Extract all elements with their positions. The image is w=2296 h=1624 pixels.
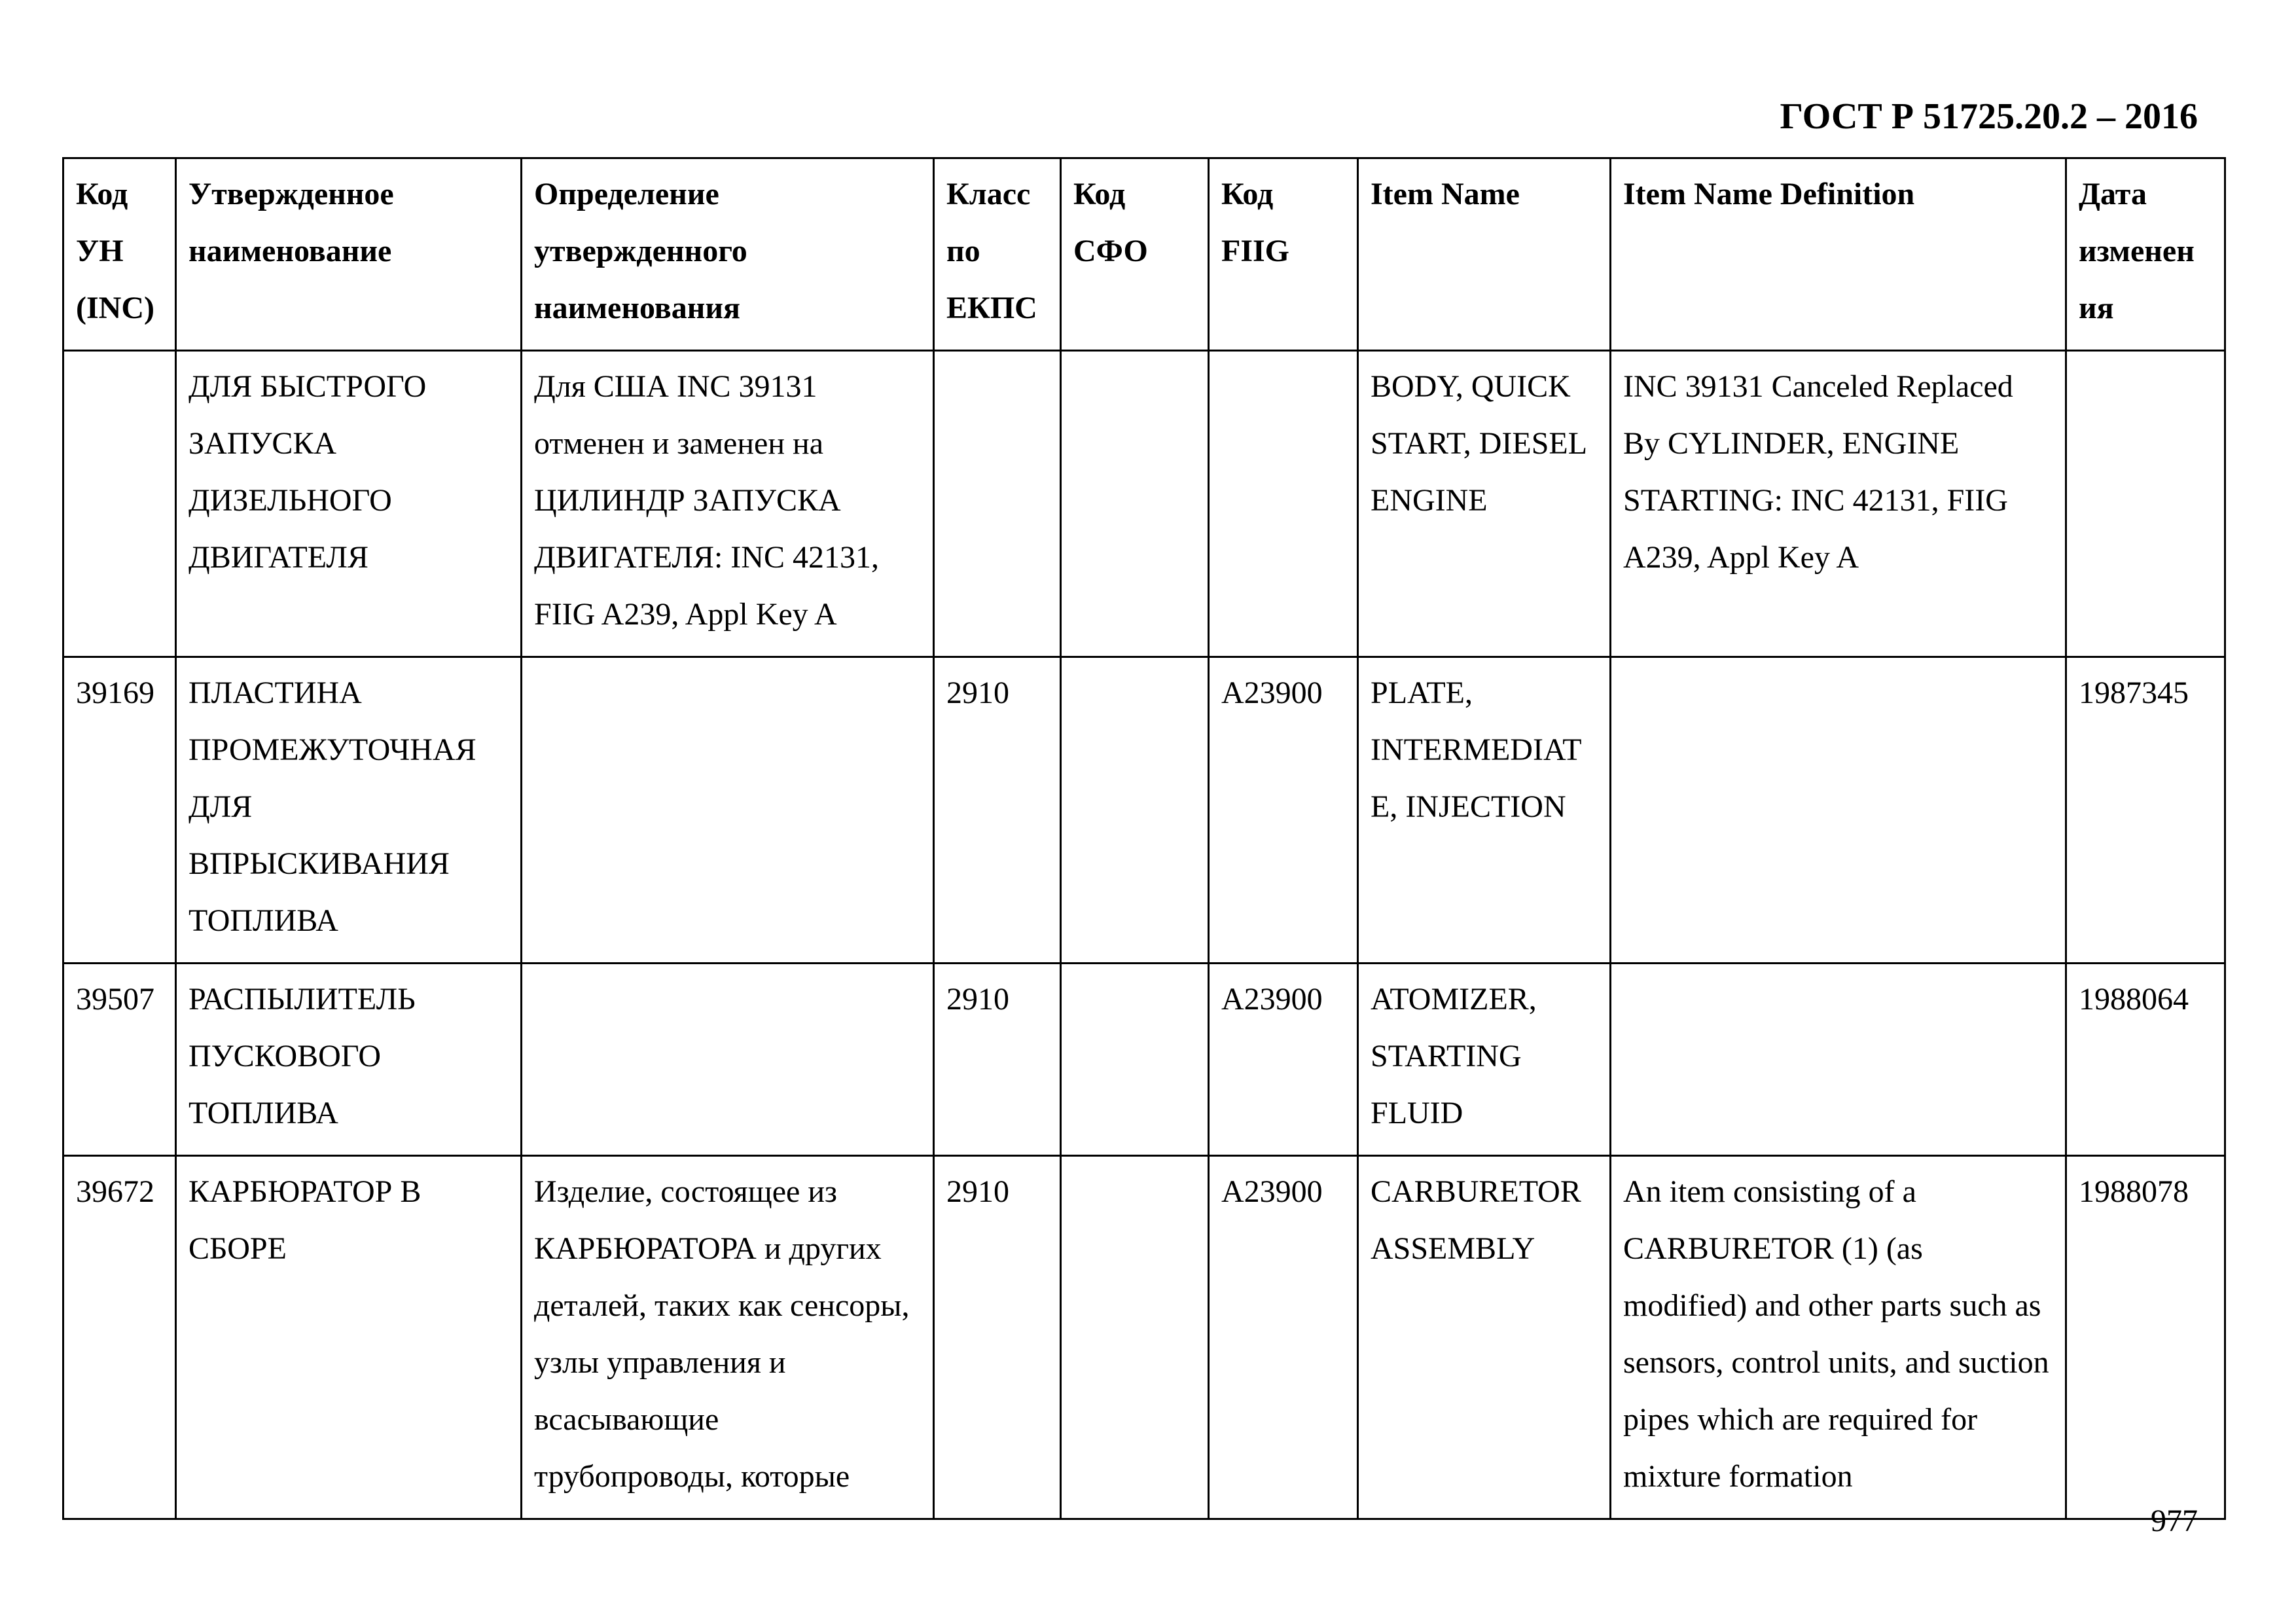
column-header-change-date: Дата изменения [2066,158,2225,351]
cell-inc: 39507 [63,964,176,1156]
cell-fiig-code: A23900 [1209,657,1358,964]
table-row [63,1156,2225,1519]
page-number: 977 [2151,1504,2198,1538]
cell-item-name-definition [1611,964,2066,1156]
column-header-definition: Определение утвержденного наименования [522,158,934,351]
column-header-inc: Код УН (INC) [63,158,176,351]
column-header-fiig-code: Код FIIG [1209,158,1358,351]
cell-sfo-code [1061,1156,1209,1519]
cell-ekps-class: 2910 [934,657,1061,964]
cell-item-name: CARBURETOR ASSEMBLY [1358,1156,1611,1519]
cell-inc: 39672 [63,1156,176,1519]
cell-fiig-code: A23900 [1209,964,1358,1156]
cell-item-name: PLATE, INTERMEDIATE, INJECTION [1358,657,1611,964]
column-header-approved-name: Утвержденное наименование [176,158,522,351]
cell-definition [522,657,934,964]
item-name-table [62,157,2226,1520]
cell-ekps-class: 2910 [934,964,1061,1156]
cell-inc [63,351,176,657]
cell-inc: 39169 [63,657,176,964]
cell-definition: Для США INC 39131 отменен и заменен на ЦИЛИНДР ЗАПУСКА ДВИГАТЕЛЯ: INC 42131, FIIG A239, Appl Key A [522,351,934,657]
cell-item-name-definition: INC 39131 Canceled Replaced By CYLINDER, ENGINE STARTING: INC 42131, FIIG A239, Appl Key A [1611,351,2066,657]
cell-sfo-code [1061,351,1209,657]
cell-definition [522,964,934,1156]
cell-sfo-code [1061,964,1209,1156]
column-header-ekps-class: Класс по ЕКПС [934,158,1061,351]
document-standard-header: ГОСТ Р 51725.20.2 – 2016 [1780,96,2198,137]
table-row [63,964,2225,1156]
cell-change-date [2066,351,2225,657]
column-header-item-name: Item Name [1358,158,1611,351]
cell-ekps-class: 2910 [934,1156,1061,1519]
cell-change-date: 1988078 [2066,1156,2225,1519]
cell-approved-name: ДЛЯ БЫСТРОГО ЗАПУСКА ДИЗЕЛЬНОГО ДВИГАТЕЛЯ [176,351,522,657]
cell-item-name-definition: An item consisting of a CARBURETOR (1) (as modified) and other parts such as sensors, control units, and suction pipes which are required for mixture formation [1611,1156,2066,1519]
cell-fiig-code: A23900 [1209,1156,1358,1519]
table-row [63,657,2225,964]
cell-approved-name: КАРБЮРАТОР В СБОРЕ [176,1156,522,1519]
cell-approved-name: РАСПЫЛИТЕЛЬ ПУСКОВОГО ТОПЛИВА [176,964,522,1156]
cell-item-name-definition [1611,657,2066,964]
cell-definition: Изделие, состоящее из КАРБЮРАТОРА и других деталей, таких как сенсоры, узлы управления и всасывающие трубопроводы, которые [522,1156,934,1519]
cell-sfo-code [1061,657,1209,964]
column-header-sfo-code: Код СФО [1061,158,1209,351]
table-header-row [63,158,2225,351]
column-header-item-name-definition: Item Name Definition [1611,158,2066,351]
cell-item-name: BODY, QUICK START, DIESEL ENGINE [1358,351,1611,657]
cell-change-date: 1987345 [2066,657,2225,964]
cell-change-date: 1988064 [2066,964,2225,1156]
cell-item-name: ATOMIZER, STARTING FLUID [1358,964,1611,1156]
cell-approved-name: ПЛАСТИНА ПРОМЕЖУТОЧНАЯ ДЛЯ ВПРЫСКИВАНИЯ ТОПЛИВА [176,657,522,964]
table-row [63,351,2225,657]
cell-ekps-class [934,351,1061,657]
cell-fiig-code [1209,351,1358,657]
